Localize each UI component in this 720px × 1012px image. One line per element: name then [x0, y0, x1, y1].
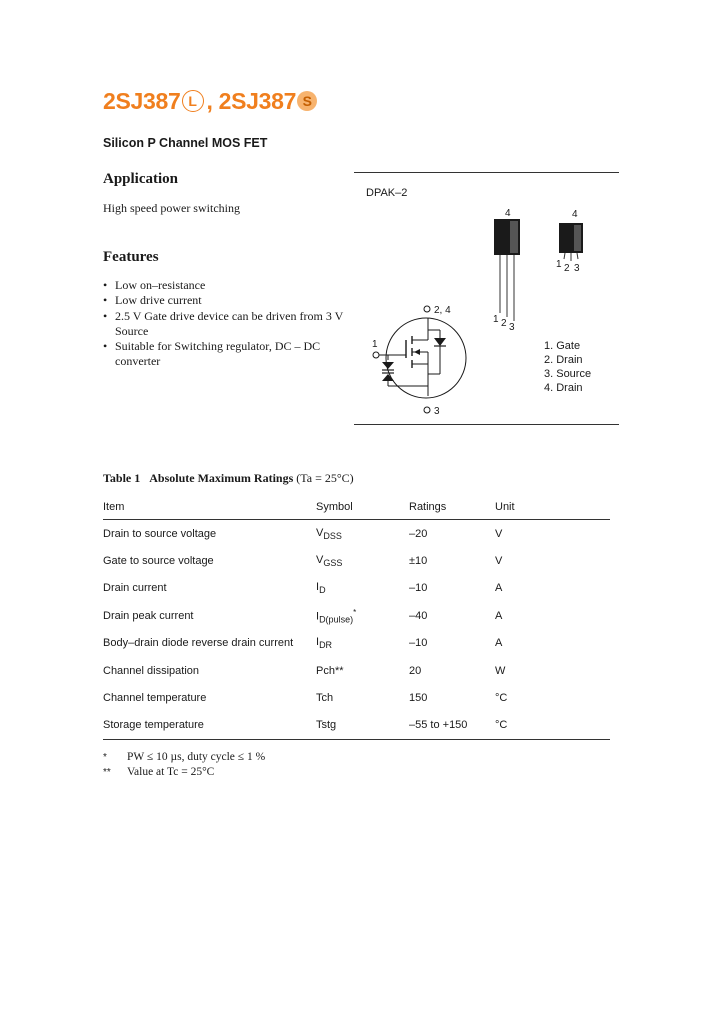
cell-symbol	[316, 712, 409, 740]
cell-rating: –10	[409, 637, 428, 650]
drain-pin-label: 2, 4	[434, 305, 451, 316]
suffix-s-badge: S	[297, 91, 317, 111]
table-footnotes	[103, 750, 265, 780]
dpak-pin3-label: 3	[574, 263, 580, 274]
dpak-pin2-label: 2	[564, 263, 570, 274]
bullet: •	[103, 308, 108, 323]
header-symbol: Symbol	[316, 500, 353, 513]
feature-item: • Low on–resistance	[103, 278, 206, 292]
symbol-main: Tstg	[316, 719, 337, 732]
header-item: Item	[103, 500, 125, 513]
symbol-superscript: *	[353, 607, 357, 617]
footnote-mark: *	[103, 752, 107, 763]
cell-item: Drain current	[103, 582, 167, 595]
table-row	[103, 547, 610, 574]
table-title	[103, 471, 354, 486]
cell-rating: –20	[409, 527, 428, 540]
cell-rating: –40	[409, 609, 428, 622]
leaded-pin2-label: 2	[501, 318, 507, 329]
package-name: DPAK–2	[366, 187, 408, 199]
cell-symbol	[316, 684, 409, 711]
cell-unit: A	[495, 582, 503, 595]
header-unit: Unit	[495, 500, 515, 513]
pin-assignment-list	[544, 339, 591, 395]
footnote	[103, 750, 265, 765]
cell-symbol	[316, 630, 409, 657]
footnote	[103, 765, 265, 780]
device-subtitle: Silicon P Channel MOS FET	[103, 136, 268, 150]
table-row	[103, 712, 610, 740]
table-row	[103, 602, 610, 629]
cell-unit: °C	[495, 692, 508, 705]
mosfet-schematic-symbol	[360, 298, 475, 420]
symbol-main: Tch	[316, 692, 334, 705]
table-caption: Absolute Maximum Ratings	[149, 471, 294, 485]
application-text: High speed power switching	[103, 201, 240, 215]
table-row	[103, 630, 610, 657]
symbol-main: I	[316, 610, 320, 623]
suffix-l-badge: L	[182, 90, 204, 112]
feature-item: • Suitable for Switching regulator, DC – DC converter	[103, 339, 321, 369]
application-heading: Application	[103, 171, 179, 187]
part-number-title	[103, 84, 319, 118]
cell-item: Drain peak current	[103, 609, 194, 622]
leaded-tab-label: 4	[505, 208, 511, 219]
cell-item: Drain to source voltage	[103, 527, 217, 540]
cell-symbol	[316, 602, 409, 629]
symbol-subscript: DR	[319, 640, 333, 651]
gate-pin-label: 1	[372, 339, 378, 350]
cell-symbol	[316, 520, 409, 548]
dpak-tab-label: 4	[572, 209, 578, 220]
symbol-main: I	[316, 581, 320, 594]
cell-symbol	[316, 547, 409, 574]
bullet: •	[103, 339, 108, 354]
pin-item: 4. Drain	[544, 382, 583, 394]
cell-rating: –10	[409, 582, 428, 595]
cell-unit: A	[495, 609, 503, 622]
footnote-mark: **	[103, 767, 111, 778]
cell-item: Gate to source voltage	[103, 555, 214, 568]
footnote-text: Value at Tc = 25°C	[127, 766, 215, 778]
symbol-subscript: DSS	[323, 530, 342, 541]
footnote-text: PW ≤ 10 µs, duty cycle ≤ 1 %	[127, 751, 266, 763]
cell-unit: V	[495, 527, 503, 540]
dpak-package-drawing	[550, 205, 595, 275]
symbol-main: V	[316, 554, 324, 567]
package-bottom-rule	[354, 424, 619, 425]
table-row	[103, 575, 610, 602]
cell-symbol	[316, 657, 409, 684]
bullet: •	[103, 293, 108, 308]
cell-unit: A	[495, 637, 503, 650]
table-row	[103, 684, 610, 711]
table-row	[103, 520, 610, 548]
table-header-row	[103, 494, 610, 520]
leaded-package-drawing	[480, 205, 540, 335]
cell-unit: °C	[495, 719, 508, 732]
cell-unit: V	[495, 555, 503, 568]
package-top-rule	[354, 172, 619, 173]
cell-rating: –55 to +150	[409, 719, 468, 732]
pin-item: 1. Gate	[544, 340, 581, 352]
cell-rating: 20	[409, 664, 422, 677]
feature-item: • Low drive current	[103, 293, 202, 308]
leaded-pin3-label: 3	[509, 322, 515, 333]
cell-rating: 150	[409, 692, 428, 705]
table-row	[103, 657, 610, 684]
part-number-b: 2SJ387	[218, 87, 297, 114]
feature-item: • 2.5 V Gate drive device can be driven from 3 V Source	[103, 308, 344, 338]
cell-item: Channel dissipation	[103, 664, 200, 677]
symbol-main: Pch**	[316, 664, 344, 677]
pin-item: 2. Drain	[544, 354, 583, 366]
part-number-a: 2SJ387	[103, 87, 181, 114]
symbol-subscript: GSS	[323, 558, 343, 569]
dpak-pin1-label: 1	[556, 259, 562, 270]
symbol-main: V	[316, 526, 324, 539]
absolute-max-ratings-table	[103, 494, 610, 740]
cell-unit: W	[495, 664, 506, 677]
cell-item: Channel temperature	[103, 692, 207, 705]
leaded-pin1-label: 1	[493, 314, 499, 325]
bullet: •	[103, 278, 108, 292]
symbol-main: I	[316, 636, 320, 649]
title-separator: ,	[206, 87, 213, 114]
cell-rating: ±10	[409, 555, 428, 568]
table-condition: (Ta = 25°C)	[296, 471, 354, 485]
cell-symbol	[316, 575, 409, 602]
features-heading: Features	[103, 249, 159, 265]
table-number: Table 1	[103, 471, 141, 485]
cell-item: Storage temperature	[103, 719, 204, 732]
pin-item: 3. Source	[544, 368, 592, 380]
header-ratings: Ratings	[409, 500, 447, 513]
cell-item: Body–drain diode reverse drain current	[103, 637, 294, 650]
source-pin-label: 3	[434, 406, 440, 417]
features-list	[103, 278, 348, 370]
symbol-subscript: D	[319, 585, 326, 596]
symbol-subscript: D(pulse)	[319, 614, 354, 625]
